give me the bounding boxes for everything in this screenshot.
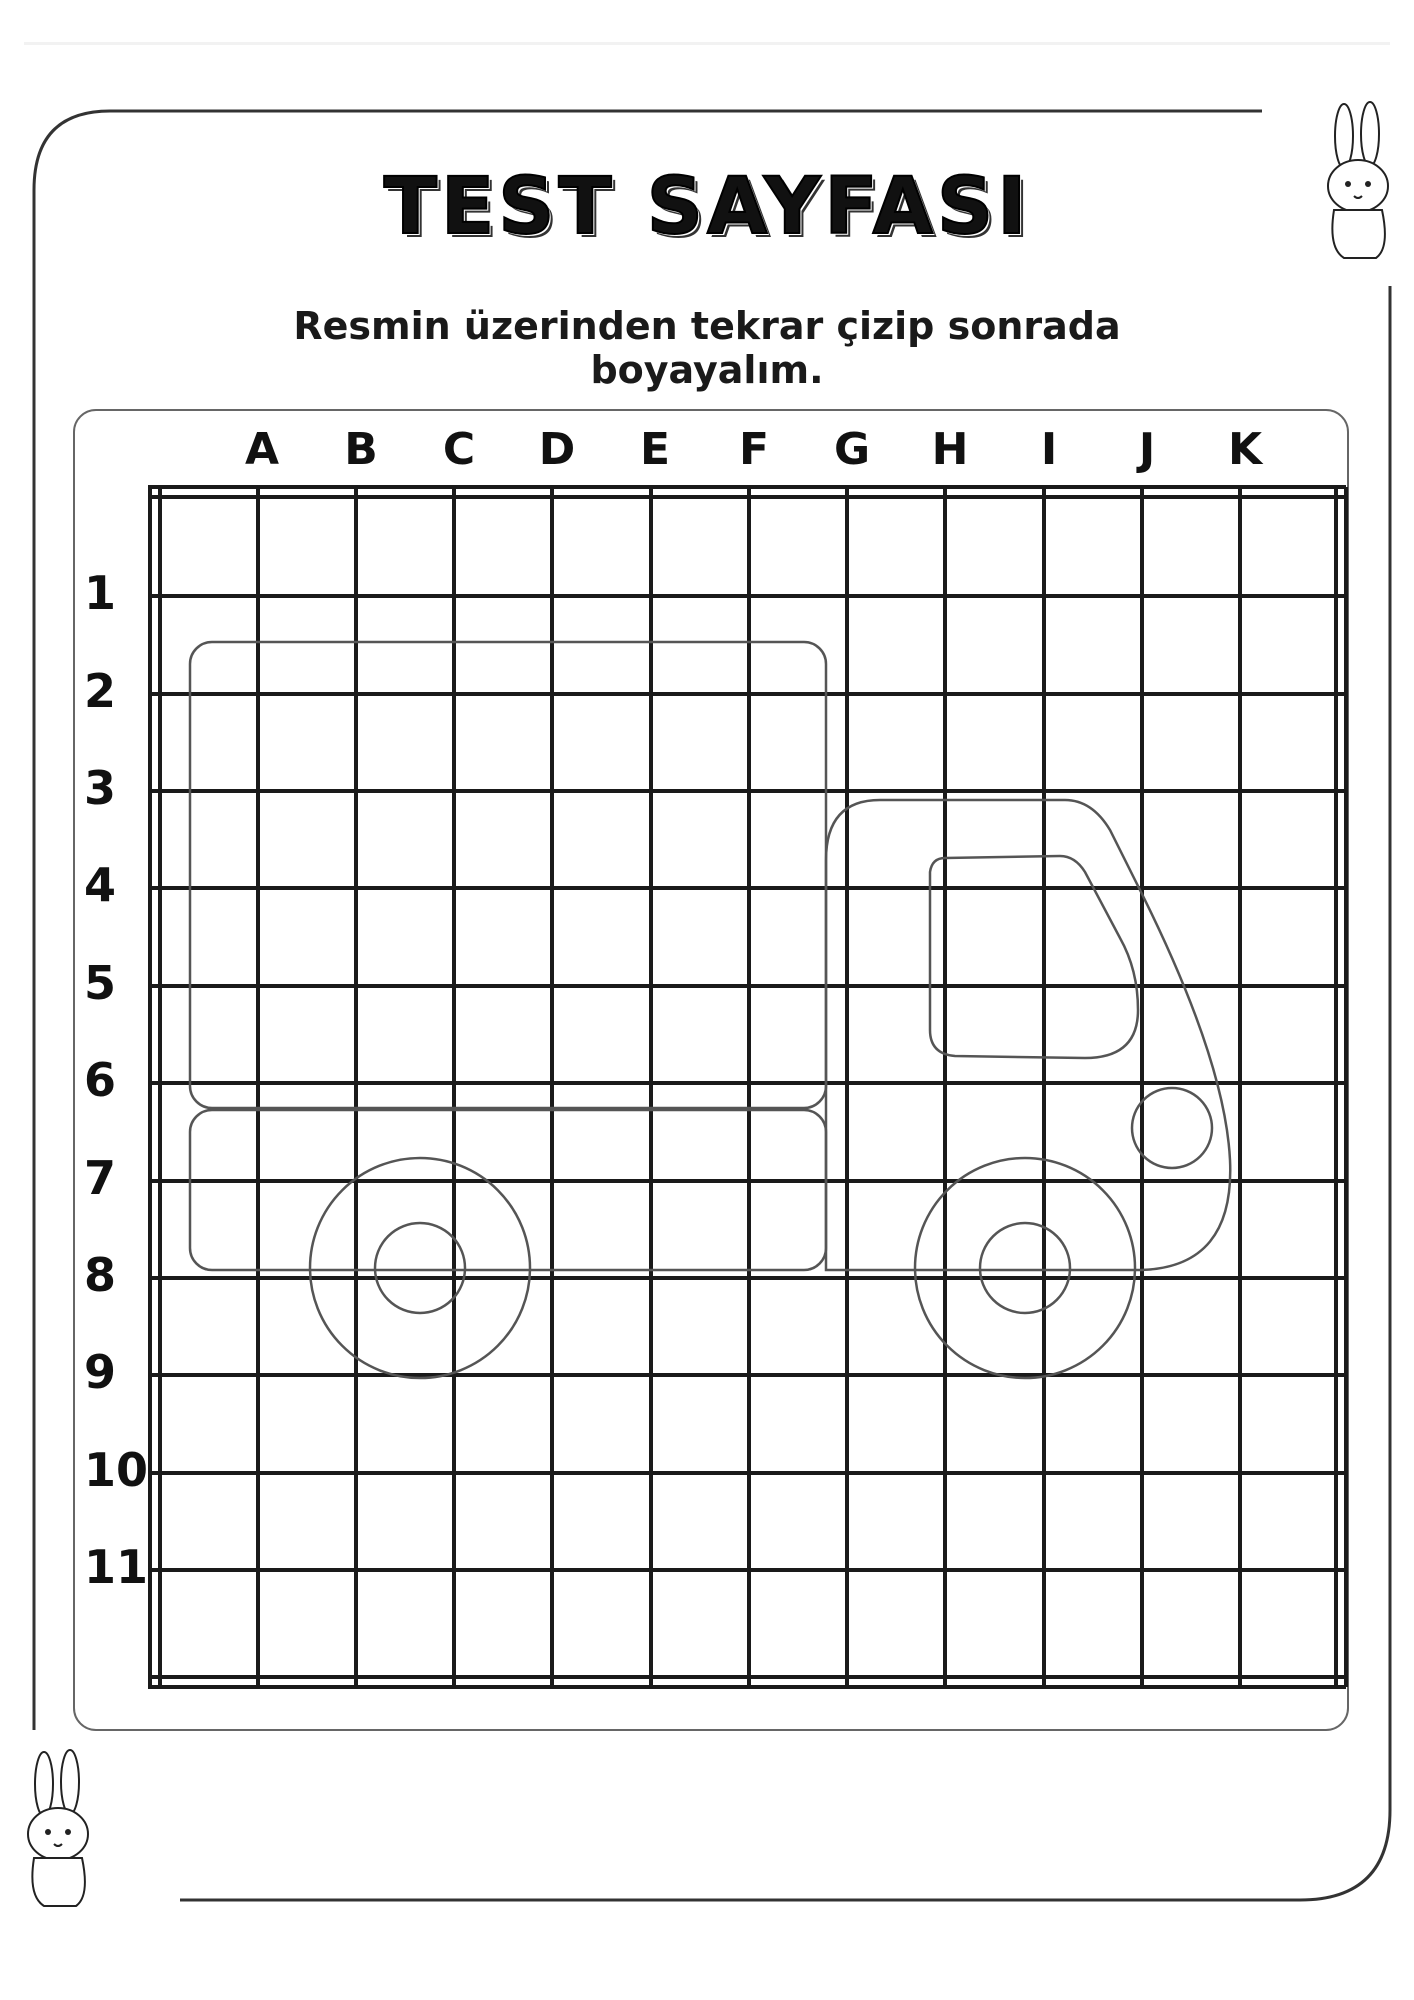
front-wheel-outer <box>915 1158 1135 1378</box>
grid-lines <box>148 487 1346 1687</box>
column-label-b: B <box>344 424 378 475</box>
column-label-f: F <box>738 424 770 475</box>
row-label-1: 1 <box>84 566 117 620</box>
row-label-3: 3 <box>84 761 117 815</box>
row-label-8: 8 <box>84 1248 117 1302</box>
row-label-6: 6 <box>84 1053 117 1107</box>
front-wheel-inner <box>980 1223 1070 1313</box>
column-label-g: G <box>833 424 871 475</box>
truck-cab <box>826 800 1230 1270</box>
column-label-k: K <box>1227 424 1263 475</box>
rear-wheel-outer <box>310 1158 530 1378</box>
row-label-9: 9 <box>84 1345 117 1399</box>
column-label-i: I <box>1040 424 1058 475</box>
row-label-2: 2 <box>84 664 117 718</box>
truck-cargo-box <box>190 642 826 1108</box>
column-label-c: C <box>442 424 476 475</box>
rear-wheel-inner <box>375 1223 465 1313</box>
column-label-a: A <box>244 424 280 475</box>
row-label-4: 4 <box>84 858 117 912</box>
truck-chassis <box>190 1110 826 1270</box>
page-title: TEST SAYFASI <box>383 162 1031 252</box>
column-label-h: H <box>931 424 969 475</box>
instruction-text: Resmin üzerinden tekrar çizip sonrada boyayalım. <box>293 304 1121 392</box>
row-label-10: 10 <box>84 1443 149 1497</box>
bunny-icon <box>18 1746 98 1914</box>
column-label-e: E <box>639 424 671 475</box>
row-label-7: 7 <box>84 1151 117 1205</box>
row-label-5: 5 <box>84 956 117 1010</box>
column-label-d: D <box>538 424 576 475</box>
bunny-icon <box>1318 98 1398 266</box>
column-label-j: J <box>1138 424 1156 475</box>
truck-outline-icon <box>190 642 1230 1378</box>
row-label-11: 11 <box>84 1540 149 1594</box>
